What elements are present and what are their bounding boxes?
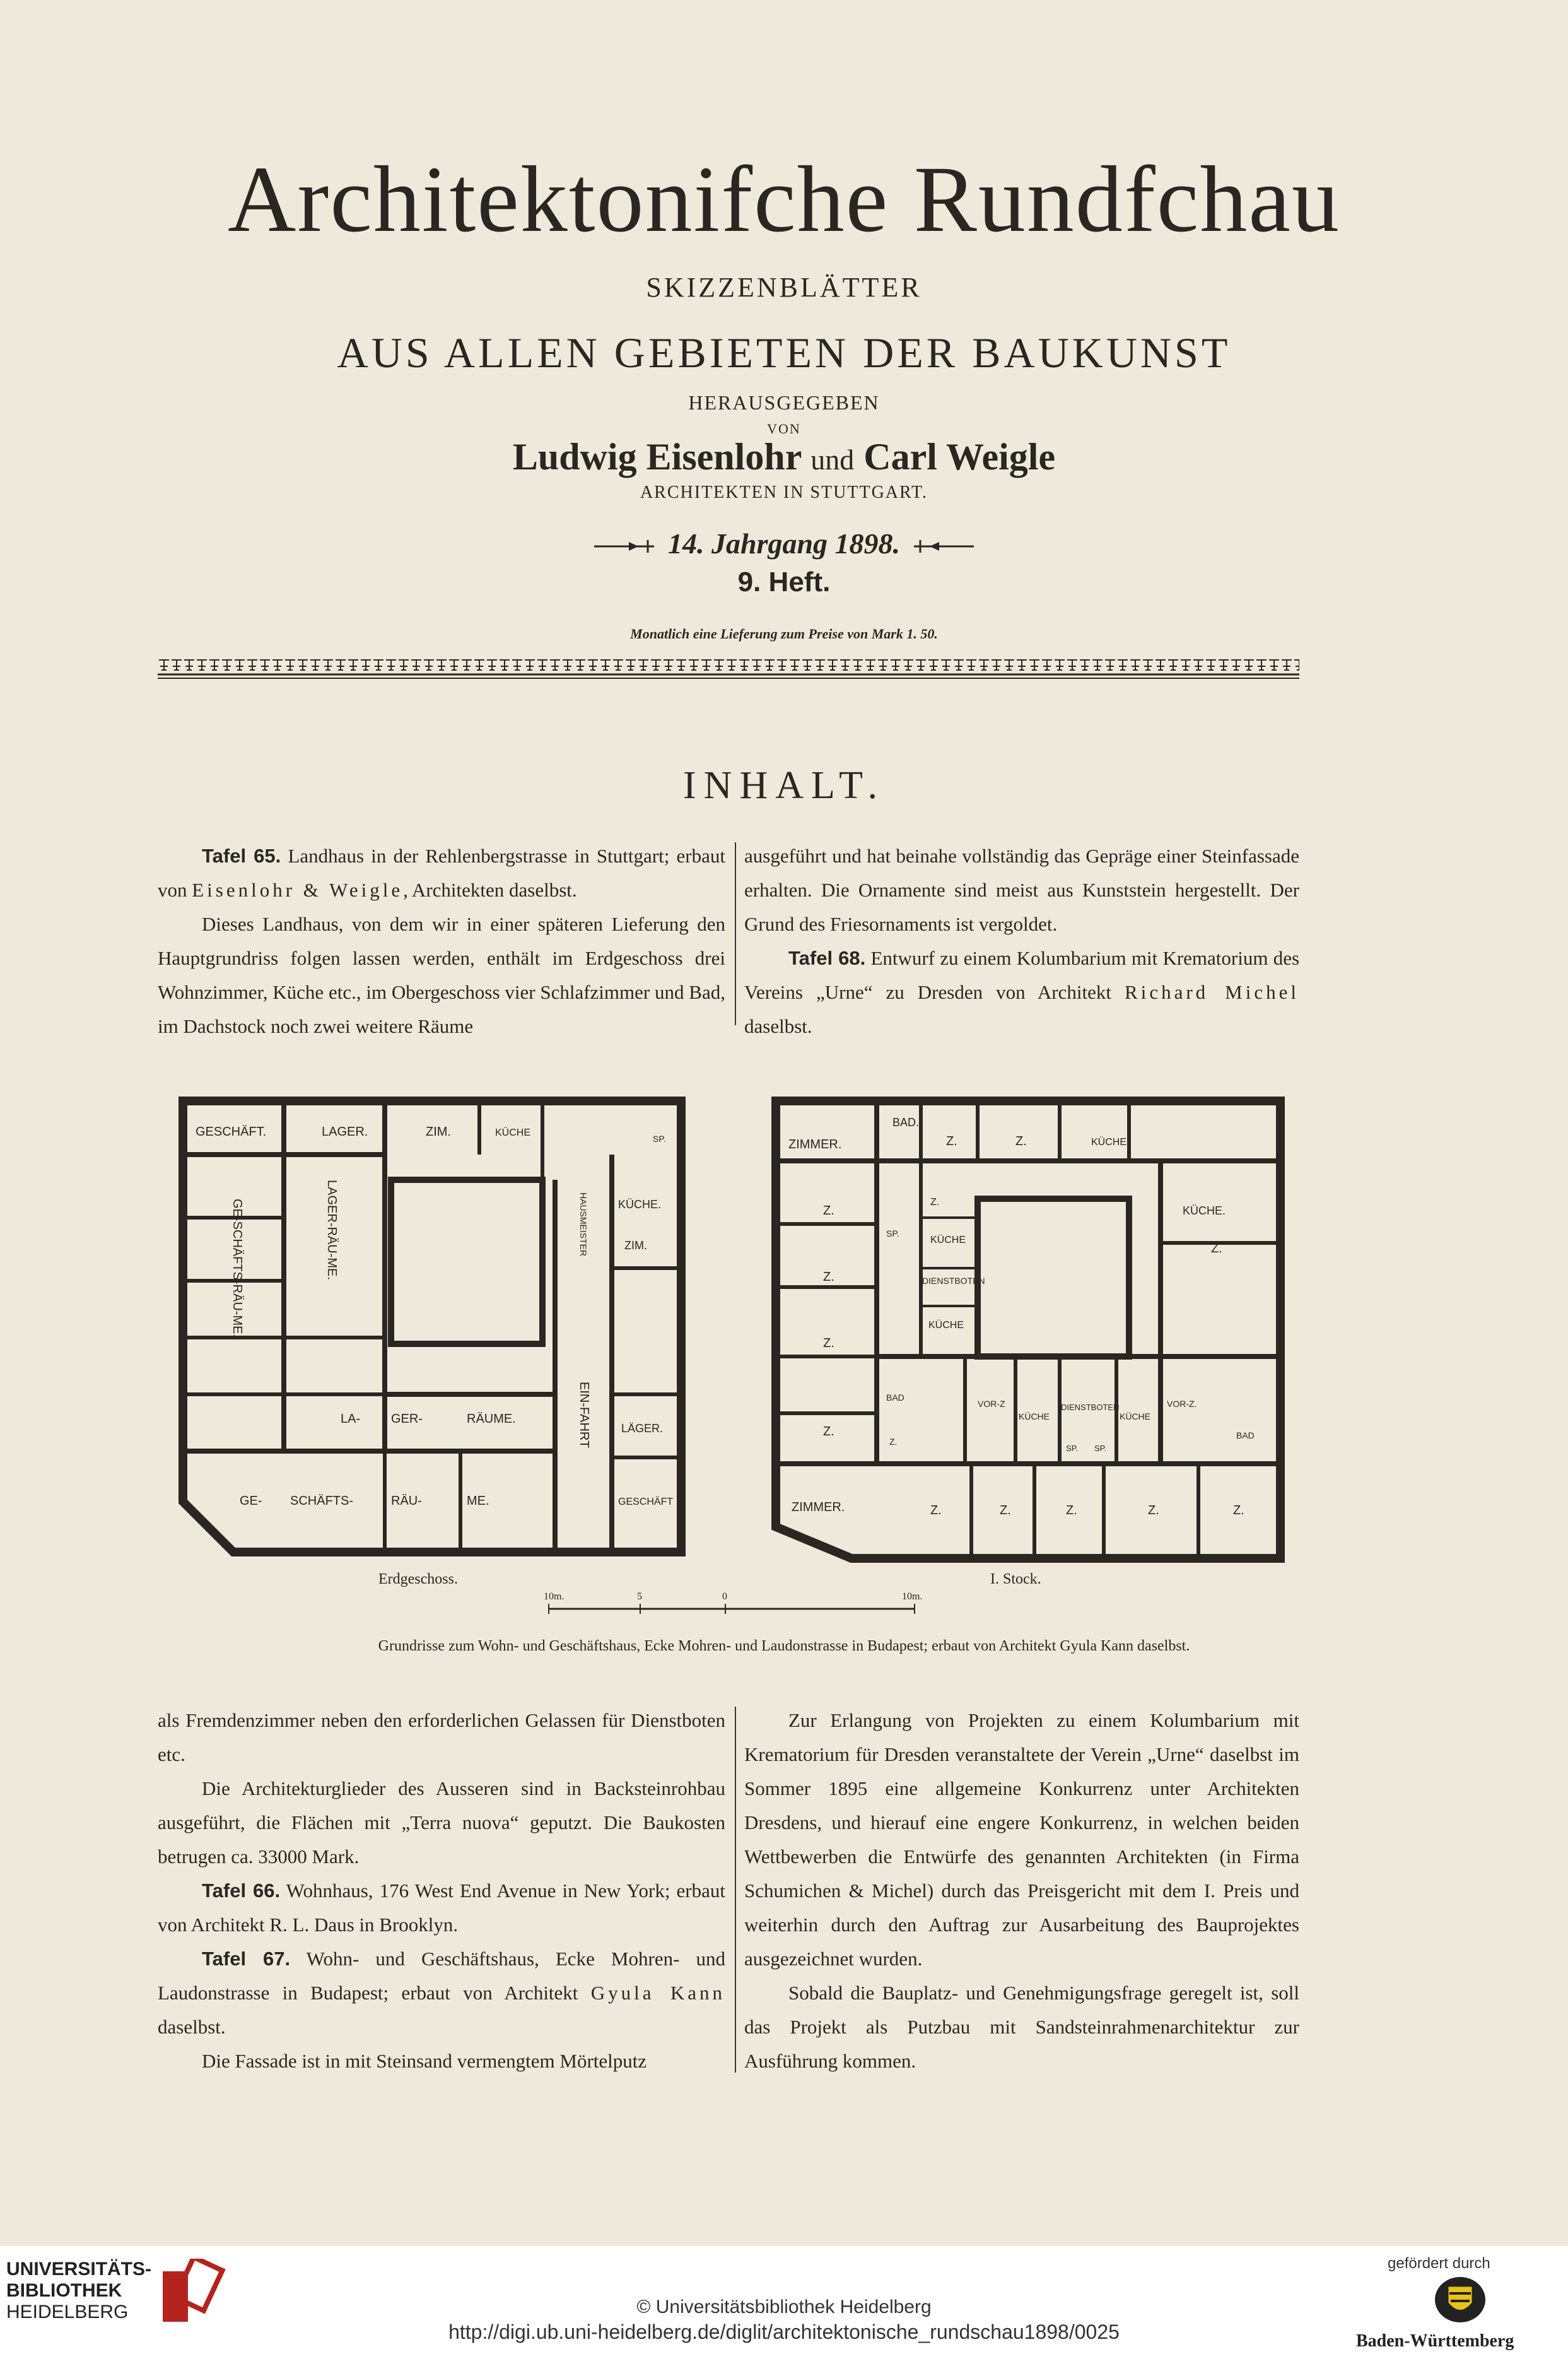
plan-left-courtyard [391,1180,542,1344]
room-kueche-2: KÜCHE. [618,1198,662,1211]
r-kueche-2: KÜCHE. [1183,1204,1226,1217]
author-eisenlohr: Ludwig Eisenlohr [512,436,802,478]
authors [0,435,1568,479]
r-z-13: Z. [1148,1503,1159,1517]
baden-wuerttemberg: Baden-Württemberg [1356,2331,1514,2351]
scale-label-5: 5 [637,1591,642,1602]
r-z-14: Z. [1233,1503,1244,1517]
floorplan-erdgeschoss [177,1091,694,1558]
scale-label-right: 10m. [902,1591,923,1602]
r-sp-2: SP. [1066,1444,1079,1453]
room-raeu: RÄU- [391,1494,422,1508]
architekten-stuttgart: ARCHITEKTEN IN STUTTGART. [640,483,928,502]
r-z-5: Z. [1211,1242,1222,1256]
tafel65-paragraph [158,839,725,907]
r-dienstboten-2: DIENSTBOTEN [1061,1403,1120,1412]
r-z-3: Z. [823,1204,834,1218]
column-divider-bottom [735,1707,736,2073]
room-geschaeft-2: GESCHÄFT [618,1497,674,1507]
heft: 9. Heft. [737,567,831,597]
fremdenzimmer-paragraph: als Fremdenzimmer neben den erforderlichen Gelassen für Dienstboten etc. [158,1709,725,1765]
tafel67-rest: daselbst. [158,2016,226,2038]
ornament-left-icon [591,537,660,556]
r-sp-3: SP. [1094,1444,1107,1453]
tafel67-paragraph [158,1942,725,2044]
r-z-1: Z. [946,1134,957,1148]
label-erdgeschoss: Erdgeschoss. [378,1571,458,1587]
r-z-12: Z. [1066,1503,1077,1517]
r-bad-2: BAD [886,1392,904,1403]
subtitle-gebiete: AUS ALLEN GEBIETEN DER BAUKUNST [337,329,1231,377]
tafel67-text: Wohn- und Geschäftshaus, Ecke Mohren- und Laudonstrasse in Budapest; erbaut von Architekt [158,1948,726,2004]
kolumbarium-paragraph: Zur Erlangung von Projekten zu einem Kolumbarium mit Krematorium für Dresden veranstaltete der Verein „Urne“ daselbst im Sommer 1895 eine allgemeine Konkurrenz unter Architekten Dresdens, und hierauf eine engere Konkurrenz, in welchen beiden Wettbewerben die Entwürfe des genannten Architekten (in Firma Schumichen & Michel) durch das Preisgericht mit dem I. Preis und weiterhin durch den Auftrag zur Ausarbeitung des Bauprojektes ausgezeichnet wurden. [744,1709,1299,1970]
scale-label-0: 0 [722,1591,727,1602]
library-line3: HEIDELBERG [6,2302,129,2322]
room-laeger: LÄGER. [621,1422,664,1435]
architekturglieder-paragraph: Die Architekturglieder des Ausseren sind in Backsteinrohbau ausgeführt, die Flächen mit „Terra nuova“ geputzt. Die Baukosten betrugen ca. 33000 Mark. [158,1777,725,1868]
r-z-8: Z. [823,1425,834,1438]
room-schaefts: SCHÄFTS- [290,1494,353,1508]
bw-coat-of-arms-icon [1432,2274,1489,2325]
permalink-url[interactable]: http://digi.ub.uni-heidelberg.de/diglit/architektonische_rundschau1898/0025 [448,2321,1120,2343]
room-sp: SP. [653,1134,666,1144]
gefoerdert-durch: gefördert durch [1388,2255,1490,2272]
tafel66-text: Wohnhaus, 176 West End Avenue in New York; erbaut von Architekt [158,1880,725,1936]
r-z-10: Z. [930,1503,942,1517]
tafel68-text: Entwurf zu einem Kolumbarium mit Krematorium des Vereins „Urne“ zu Dresden von Architekt [744,947,1300,1003]
r-kueche-4: KÜCHE [928,1320,964,1331]
r-z-7: Z. [823,1336,834,1350]
r-kueche-5: KÜCHE [1019,1411,1050,1421]
room-ger: GER- [391,1412,423,1426]
tafel65-label: Tafel 65. [202,845,281,867]
footer-bar [0,2246,1568,2359]
room-raeume: RÄUME. [467,1412,516,1426]
r-z-11: Z. [1000,1503,1011,1517]
tafel68-rest: daselbst. [744,1015,812,1037]
room-kueche-1: KÜCHE [495,1127,531,1138]
plan-left-outer-wall [183,1101,681,1552]
room-zim-2: ZIM. [624,1239,647,1252]
tafel65-rest: , Architekten daselbst. [403,879,577,901]
inhalt-heading: INHALT. [683,764,885,807]
und: und [810,444,855,476]
r-bad-3: BAD [1236,1430,1255,1440]
tafel65-text: Landhaus in der Rehlenbergstrasse in Stuttgart; erbaut von [158,845,726,901]
room-geschaeftsraeume-vertical: GE-SCHÄFTS-RÄU-ME. [230,1199,244,1338]
floorplan-stock [763,1091,1293,1571]
von: VON [767,421,801,437]
ornament-right-icon [908,537,977,556]
inhalt-right-column [744,839,1299,1044]
label-stock: I. Stock. [990,1571,1041,1587]
tafel68-paragraph [744,941,1299,1044]
landhaus-paragraph: Dieses Landhaus, von dem wir in einer späteren Lieferung den Hauptgrundriss folgen lassen werden, enthält im Erdgeschoss drei Wohnzimmer, Küche etc., im Obergeschoss vier Schlafzimmer und Bad, im Dachstock noch zwei weitere Räume [158,913,725,1037]
room-lagerraeume-vertical: LAGER-RÄU-ME. [325,1180,339,1280]
r-z-4: Z. [930,1197,940,1208]
figure-caption: Grundrisse zum Wohn- und Geschäftshaus, Ecke Mohren- und Laudonstrasse in Budapest; erbaut von Architekt Gyula Kann daselbst. [378,1638,1190,1654]
subtitle-skizzenblaetter: SKIZZENBLÄTTER [646,272,922,303]
scale-bar [536,1584,927,1621]
room-la: LA- [341,1412,361,1426]
tafel66-rest: in Brooklyn. [354,1914,459,1936]
r-kueche-3: KÜCHE [930,1235,966,1245]
bauplatz-paragraph: Sobald die Bauplatz- und Genehmigungsfrage geregelt ist, soll das Projekt als Putzbau mit Sandsteinrahmenarchitektur zur Ausführung kommen. [744,1982,1299,2072]
room-lager: LAGER. [322,1125,368,1139]
r-zimmer-1: ZIMMER. [788,1138,842,1151]
room-geschaeft-1: GESCHÄFT. [196,1125,267,1139]
column-divider-top [735,842,736,1025]
scale-label-left: 10m. [544,1591,565,1602]
fassade-moertel-paragraph: Die Fassade ist in mit Steinsand vermengtem Mörtelputz [202,2050,647,2072]
tafel66-paragraph [158,1874,725,1942]
r-bad-1: BAD. [892,1116,920,1129]
r-vorz-2: VOR-Z. [1167,1399,1197,1409]
tafel65-architects: Eisenlohr & Weigle [192,879,404,901]
jahrgang [0,527,1568,560]
jahrgang-text: 14. Jahrgang 1898. [667,527,901,560]
room-zim: ZIM. [426,1125,451,1139]
fassade-paragraph: ausgeführt und hat beinahe vollständig das Gepräge einer Steinfassade erhalten. Die Ornamente sind meist aus Kunststein hergestellt. Der Grund des Friesornaments ist vergoldet. [744,845,1299,935]
lower-left-column [158,1703,725,2078]
tafel67-label: Tafel 67. [202,1948,291,1970]
library-line1: UNIVERSITÄTS- [6,2259,152,2280]
tafel66-label: Tafel 66. [202,1880,281,1902]
lower-right-column [744,1703,1299,2078]
decorative-border [158,657,1299,680]
library-line2: BIBLIOTHEK [6,2280,122,2301]
monatlich-preis: Monatlich eine Lieferung zum Preise von Mark 1. 50. [630,626,938,642]
plan-right-outer-wall [776,1101,1280,1558]
room-einfahrt: EIN-FAHRT [577,1382,591,1449]
r-kueche-6: KÜCHE [1120,1411,1151,1421]
room-ge: GE- [240,1494,262,1508]
r-z-6: Z. [823,1270,834,1284]
tafel68-label: Tafel 68. [788,947,866,969]
room-me: ME. [467,1494,489,1508]
copyright: © Universitätsbibliothek Heidelberg [636,2297,932,2317]
r-dienstboten-1: DIENSTBOTEN [922,1276,985,1286]
author-weigle: Carl Weigle [863,436,1056,478]
inhalt-left-column [158,839,725,1044]
room-hausmeister: HAUSMEISTER [578,1192,588,1257]
journal-title: Architektonifche Rundfchau [228,147,1340,252]
r-zimmer-2: ZIMMER. [792,1500,845,1514]
tafel67-architect: Gyula Kann [590,1982,726,2004]
r-kueche-1: KÜCHE [1091,1137,1127,1148]
tafel68-architect: Richard Michel [1125,981,1299,1003]
herausgegeben: HERAUSGEGEBEN [688,391,880,414]
r-z-9: Z. [889,1437,898,1447]
tafel66-architect: R. L. Daus [269,1914,354,1936]
r-z-2: Z. [1015,1134,1027,1148]
r-vorz-1: VOR-Z [978,1399,1005,1409]
plan-right-courtyard [978,1199,1129,1356]
r-sp-1: SP. [886,1228,899,1238]
